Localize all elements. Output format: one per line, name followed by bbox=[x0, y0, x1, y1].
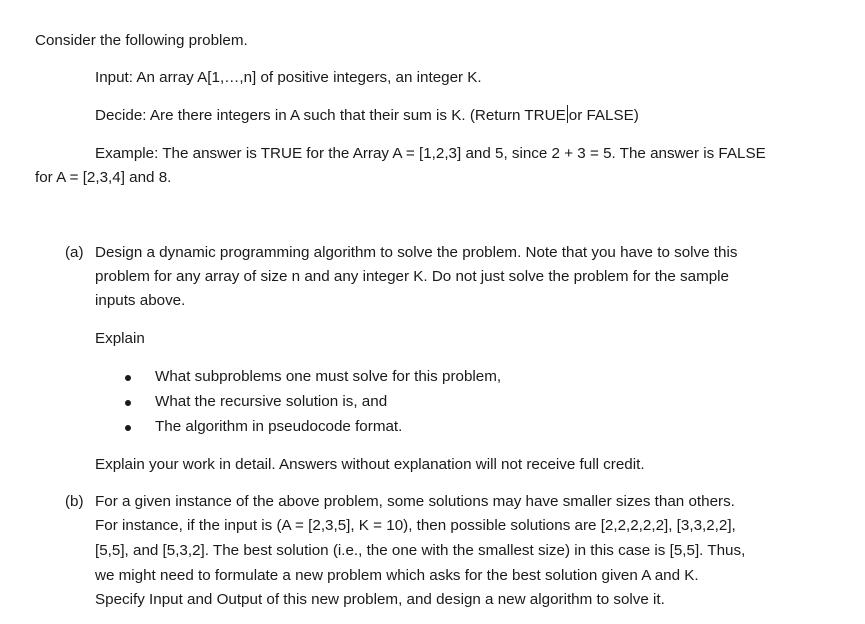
input-definition: Input: An array A[1,…,n] of positive integers, an integer K. bbox=[95, 69, 482, 86]
part-b-line-3: [5,5], and [5,3,2]. The best solution (i.e., the one with the smallest size) in this case is [5,5]. Thus, bbox=[95, 542, 746, 559]
decide-text-before-cursor: Decide: Are there integers in A such that their sum is K. (Return TRUE bbox=[95, 107, 566, 124]
part-a-line-1: Design a dynamic programming algorithm to solve the problem. Note that you have to solve this bbox=[95, 244, 738, 261]
part-b-line-1: For a given instance of the above problem, some solutions may have smaller sizes than others. bbox=[95, 493, 735, 510]
part-b-line-2: For instance, if the input is (A = [2,3,5], K = 10), then possible solutions are [2,2,2,2,2], [3,3,2,2], bbox=[95, 517, 736, 534]
decide-definition bbox=[95, 105, 639, 126]
bullet-icon bbox=[125, 425, 131, 431]
part-a-label: (a) bbox=[65, 244, 84, 261]
bullet-item-3: The algorithm in pseudocode format. bbox=[155, 418, 403, 435]
bullet-icon bbox=[125, 375, 131, 381]
bullet-item-2: What the recursive solution is, and bbox=[155, 393, 388, 410]
part-b-line-5: Specify Input and Output of this new problem, and design a new algorithm to solve it. bbox=[95, 591, 665, 608]
example-line-1: Example: The answer is TRUE for the Array A = [1,2,3] and 5, since 2 + 3 = 5. The answer is FALSE bbox=[95, 145, 766, 162]
intro-text: Consider the following problem. bbox=[35, 32, 248, 49]
part-b-label: (b) bbox=[65, 493, 84, 510]
text-cursor bbox=[567, 105, 568, 123]
part-b-line-4: we might need to formulate a new problem which asks for the best solution given A and K. bbox=[95, 567, 699, 584]
part-a-closing: Explain your work in detail. Answers without explanation will not receive full credit. bbox=[95, 456, 645, 473]
decide-text-after-cursor: or FALSE) bbox=[568, 107, 639, 124]
part-a-line-2: problem for any array of size n and any integer K. Do not just solve the problem for the sample bbox=[95, 268, 729, 285]
example-line-2: for A = [2,3,4] and 8. bbox=[35, 169, 172, 186]
part-a-line-3: inputs above. bbox=[95, 292, 186, 309]
bullet-icon bbox=[125, 400, 131, 406]
bullet-item-1: What subproblems one must solve for this problem, bbox=[155, 368, 502, 385]
explain-heading: Explain bbox=[95, 330, 145, 347]
